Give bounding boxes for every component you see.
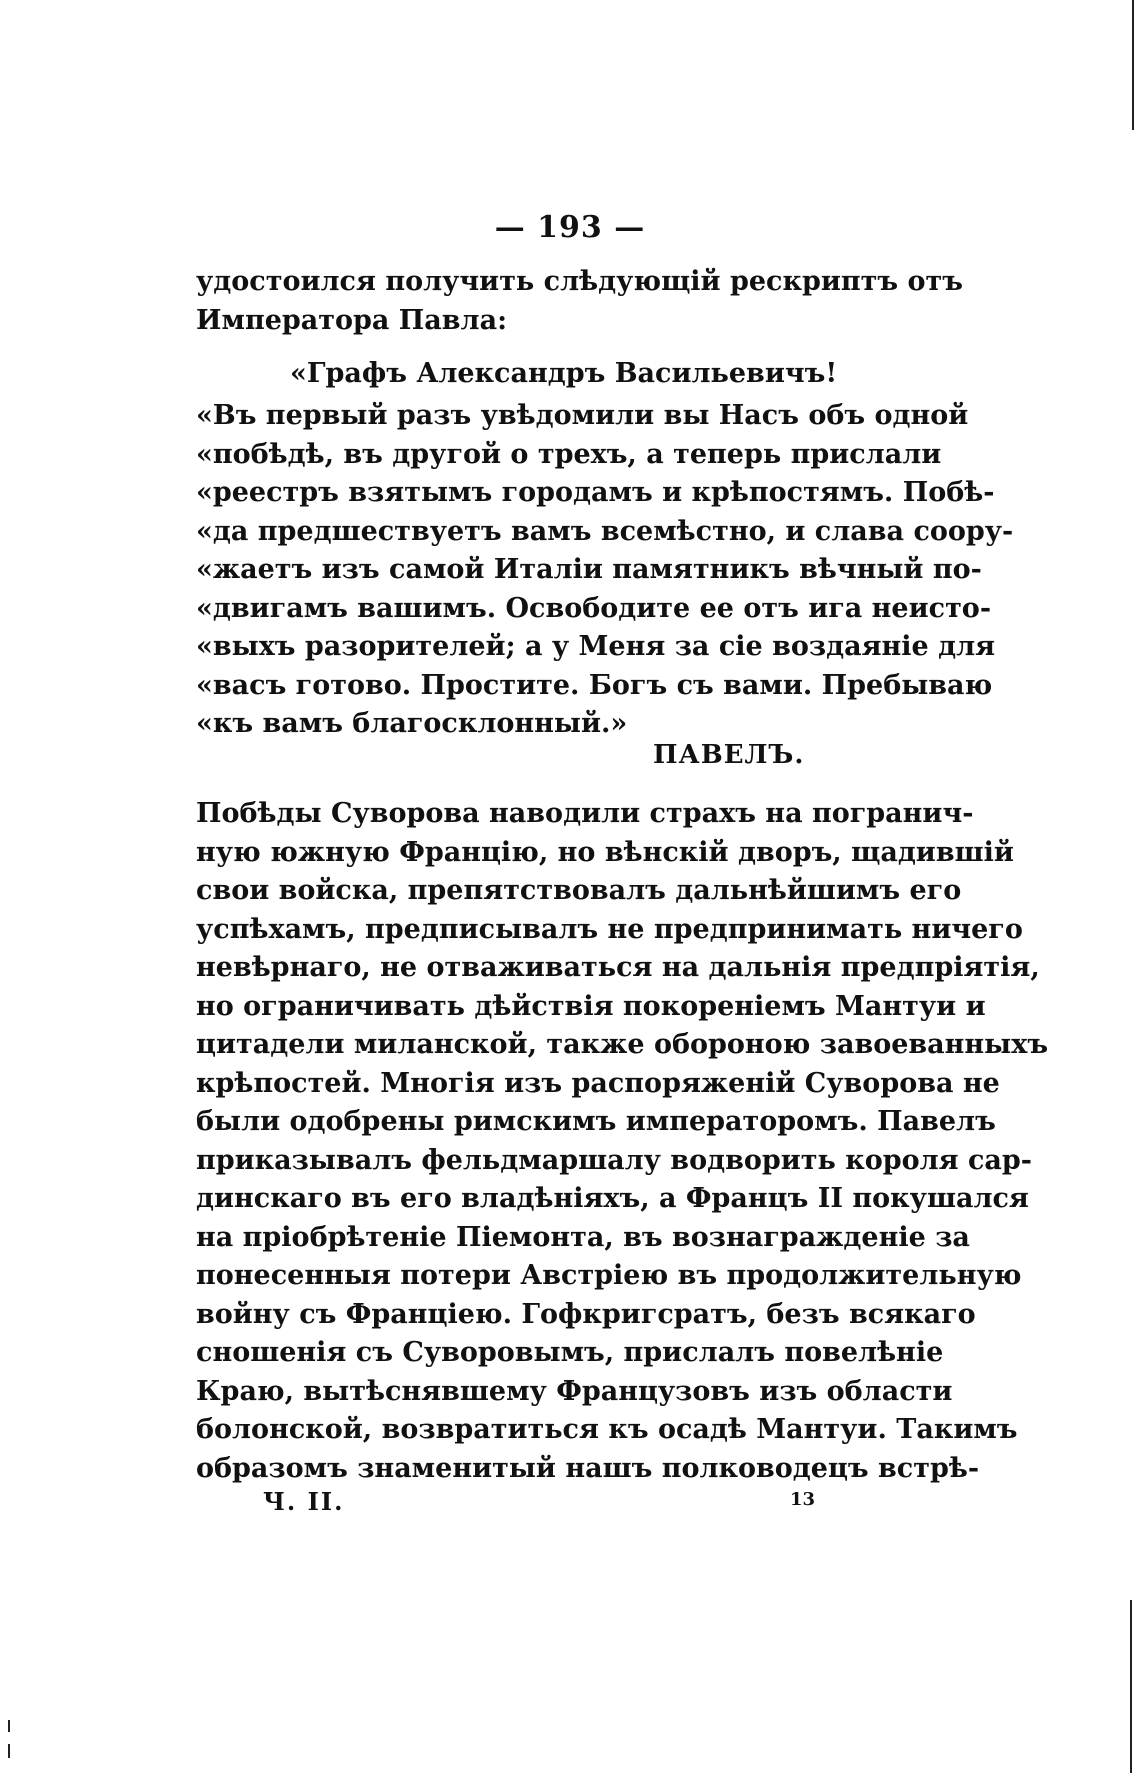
scan-edge-line xyxy=(1130,1600,1132,1773)
text-line: Краю, вытѣснявшему Французовъ изъ области xyxy=(196,1375,953,1407)
text-line: «побѣдѣ, въ другой о трехъ, а теперь прислали xyxy=(196,438,942,470)
text-line: образомъ знаменитый нашъ полководецъ встрѣ- xyxy=(196,1452,980,1484)
text-line: понесенныя потери Австріею въ продолжительную xyxy=(196,1260,1022,1291)
text-line: «выхъ разорителей; а у Меня за сіе воздаяніе для xyxy=(196,631,996,662)
scan-edge-mark xyxy=(8,1720,10,1732)
text-line: но ограничивать дѣйствія покореніемъ Мантуи и xyxy=(196,990,986,1022)
rescript-text xyxy=(196,397,1014,744)
footer-signature-mark: 13 xyxy=(790,1489,816,1510)
text-line: динскаго въ его владѣніяхъ, а Францъ II покушался xyxy=(196,1183,1029,1214)
text-line: ную южную Францію, но вѣнскій дворъ, щадившій xyxy=(196,836,1014,868)
text-line: успѣхамъ, предписывалъ не предпринимать ничего xyxy=(196,913,1023,945)
rescript-salutation: «Графъ Александръ Васильевичъ! xyxy=(290,358,838,389)
scan-edge-mark xyxy=(8,1744,10,1758)
body-paragraph xyxy=(196,795,1049,1488)
text-line: на пріобрѣтеніе Піемонта, въ вознагражденіе за xyxy=(196,1221,970,1253)
text-line: удостоился получить слѣдующій рескриптъ отъ xyxy=(196,266,963,297)
text-line: «да предшествуетъ вамъ всемѣстно, и слава соору- xyxy=(196,515,1014,547)
scan-edge-line xyxy=(1132,0,1134,130)
text-line: невѣрнаго, не отваживаться на дальнія предпріятія, xyxy=(196,952,1040,983)
text-line: «двигамъ вашимъ. Освободите ее отъ ига неисто- xyxy=(196,592,992,624)
text-line: Императора Павла: xyxy=(196,304,508,336)
intro-paragraph xyxy=(196,263,963,340)
rescript-signature: ПАВЕЛЪ. xyxy=(653,740,805,770)
text-line: цитадели миланской, также обороною завоеванныхъ xyxy=(196,1029,1049,1060)
text-line: Побѣды Суворова наводили страхъ на погранич- xyxy=(196,798,974,829)
page-number: — 193 — xyxy=(494,210,646,245)
text-line: «васъ готово. Простите. Богъ съ вами. Пребываю xyxy=(196,669,993,701)
text-line: войну съ Франціею. Гофкригсратъ, безъ всякаго xyxy=(196,1298,976,1330)
text-line: были одобрены римскимъ императоромъ. Павелъ xyxy=(196,1106,996,1137)
text-line: свои войска, препятствовалъ дальнѣйшимъ его xyxy=(196,875,962,906)
text-line: крѣпостей. Многія изъ распоряженій Суворова не xyxy=(196,1067,1000,1099)
text-line: «къ вамъ благосклонный.» xyxy=(196,708,628,739)
text-line: «реестръ взятымъ городамъ и крѣпостямъ. Побѣ- xyxy=(196,477,995,508)
text-line: приказывалъ фельдмаршалу водворить короля сар- xyxy=(196,1144,1032,1176)
text-line: «жаетъ изъ самой Италіи памятникъ вѣчный по- xyxy=(196,554,982,585)
text-line: «Въ первый разъ увѣдомили вы Насъ объ одной xyxy=(196,400,969,431)
text-line: болонской, возвратиться къ осадѣ Мантуи. Такимъ xyxy=(196,1414,1018,1445)
footer-part-label: Ч. II. xyxy=(263,1487,345,1516)
text-line: сношенія съ Суворовымъ, прислалъ повелѣніе xyxy=(196,1337,944,1368)
